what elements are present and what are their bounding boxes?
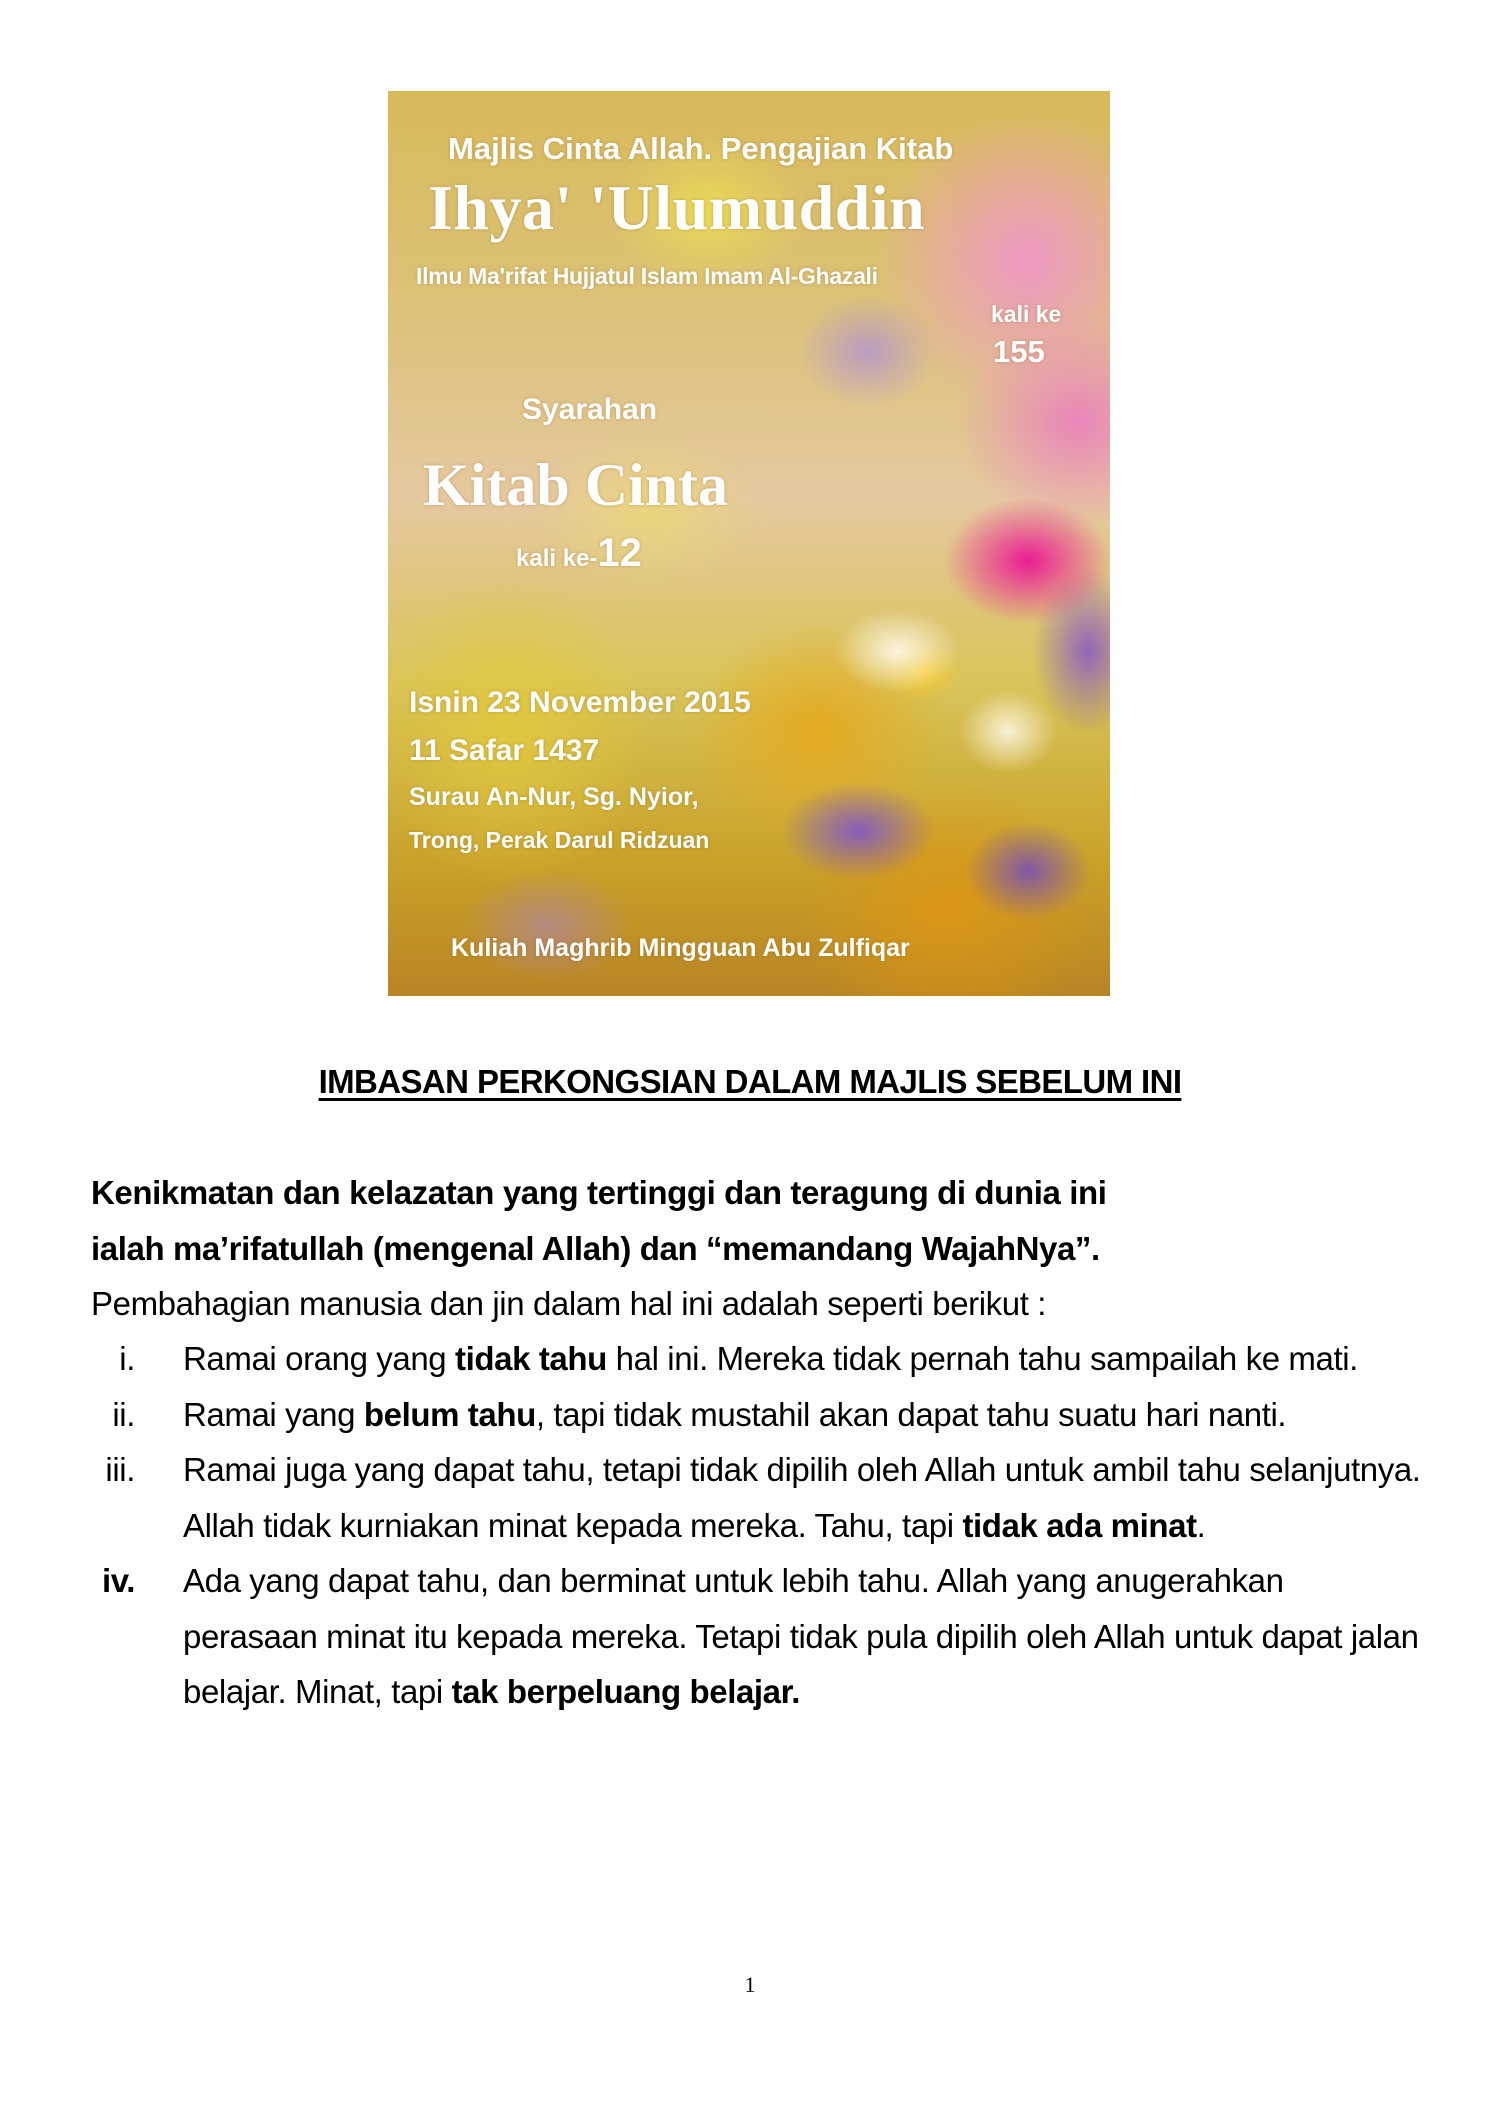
intro-bold-line-1: Kenikmatan dan kelazatan yang tertinggi dan teragung di dunia ini [91,1174,1107,1211]
list-marker: iii. [105,1451,135,1488]
poster-part-label: kali ke- [516,545,598,572]
list-item [0,1553,1423,1720]
poster-hijri-date: 11 Safar 1437 [409,734,600,767]
page-number: 1 [744,1972,756,1997]
poster-title-kitab-cinta: Kitab Cinta [423,452,729,518]
list-text: hal ini. Mereka tidak pernah tahu sampailah ke mati. [606,1340,1358,1377]
intro-bold-line-2: ialah ma’rifatullah (mengenal Allah) dan “memandang WajahNya”. [91,1229,1100,1267]
list-item [0,1442,1423,1553]
section-heading: IMBASAN PERKONGSIAN DALAM MAJLIS SEBELUM INI [318,1063,1182,1100]
intro-paragraph [91,1165,1421,1332]
list-text-bold: tidak ada minat [962,1506,1197,1544]
poster-syarahan: Syarahan [522,393,658,426]
poster-part [516,531,642,576]
list-item [0,1331,1423,1387]
event-poster-image [388,91,1110,996]
poster-session-label: kali ke [991,301,1062,327]
list-text-bold: tidak tahu [455,1340,607,1377]
poster-tagline: Ilmu Ma'rifat Hujjatul Islam Imam Al-Ghazali [416,263,878,289]
poster-title-ihya: Ihya' 'Ulumuddin [428,172,926,243]
poster-subtitle: Majlis Cinta Allah. Pengajian Kitab [448,131,954,166]
intro-plain-line: Pembahagian manusia dan jin dalam hal ini adalah seperti berikut : [91,1285,1047,1322]
list-text: Ramai orang yang [183,1340,456,1377]
list-marker: i. [119,1340,135,1377]
list-marker: ii. [112,1395,135,1433]
list-text: Ramai juga yang dapat tahu, tetapi tidak dipilih oleh Allah untuk ambil tahu selanjutnya. Allah tidak kurniakan minat kepada mereka. Tahu, tapi [183,1451,1421,1544]
category-list [0,1331,1500,1720]
poster-location-line1: Surau An-Nur, Sg. Nyior, [409,783,699,811]
poster-part-number: 12 [597,531,642,575]
poster-location-line2: Trong, Perak Darul Ridzuan [409,827,710,853]
poster-footer: Kuliah Maghrib Mingguan Abu Zulfiqar [451,934,910,962]
list-text: . [1196,1506,1206,1544]
list-text: Ramai yang [183,1395,364,1433]
list-marker: iv. [101,1562,135,1599]
list-item [0,1387,1423,1443]
list-text: Ada yang dapat tahu, dan berminat untuk lebih tahu. Allah yang anugerahkan perasaan minat itu kepada mereka. Tetapi tidak pula dipilih oleh Allah untuk dapat jalan belajar. Minat, tapi [183,1562,1419,1710]
list-text-bold: tak berpeluang belajar. [451,1673,801,1710]
poster-date: Isnin 23 November 2015 [409,686,751,719]
list-text: , tapi tidak mustahil akan dapat tahu suatu hari nanti. [535,1395,1287,1433]
poster-session-number: 155 [993,334,1045,369]
list-text-bold: belum tahu [363,1395,536,1433]
